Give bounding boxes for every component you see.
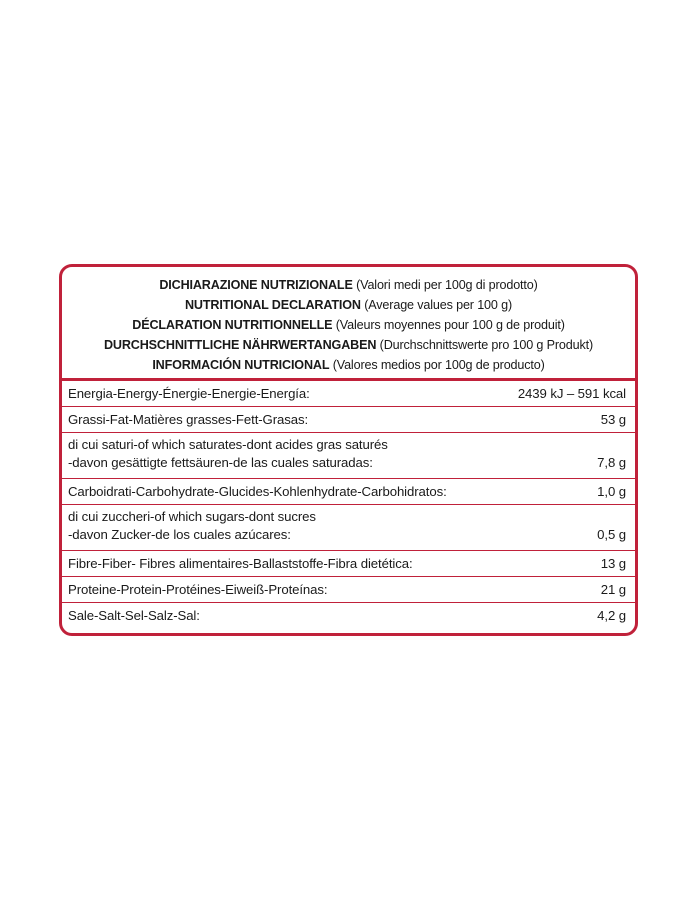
row-label xyxy=(68,551,475,577)
row-label xyxy=(68,577,475,603)
row-value: 4,2 g xyxy=(597,608,626,623)
header-title: NUTRITIONAL DECLARATION xyxy=(184,298,361,312)
row-fibre xyxy=(62,551,635,577)
row-value: 2439 kJ – 591 kcal xyxy=(517,386,626,401)
row-label-line: Sale-Salt-Sel-Salz-Sal: xyxy=(68,608,200,623)
row-sugars xyxy=(62,505,635,551)
row-label-line: Energia-Energy-Énergie-Energie-Energía: xyxy=(68,386,310,401)
header-subtitle: (Valores medios por 100g de producto) xyxy=(329,358,545,372)
row-fat xyxy=(62,407,635,433)
row-label-line: Grassi-Fat-Matières grasses-Fett-Grasas: xyxy=(68,412,309,427)
header-line-english xyxy=(62,295,635,315)
row-value: 13 g xyxy=(600,556,626,571)
header-line-spanish xyxy=(62,355,635,375)
row-label-line: Carboidrati-Carbohydrate-Glucides-Kohlenhydrate-Carbohidratos: xyxy=(68,484,447,499)
header-line-italian xyxy=(62,275,635,295)
row-protein xyxy=(62,577,635,603)
header-line-german xyxy=(62,335,635,355)
row-carbohydrate xyxy=(62,479,635,505)
row-label xyxy=(68,381,475,407)
row-label-line: di cui zuccheri-of which sugars-dont sucres xyxy=(68,509,316,524)
row-label-line: Proteine-Protein-Protéines-Eiweiß-Proteínas: xyxy=(68,582,328,597)
row-label xyxy=(68,436,475,472)
header-title: INFORMACIÓN NUTRICIONAL xyxy=(152,358,330,372)
header-subtitle: (Valori medi per 100g di prodotto) xyxy=(352,278,538,292)
row-energy xyxy=(62,381,635,407)
row-label xyxy=(68,603,475,629)
nutrition-header xyxy=(62,267,635,381)
row-label-line: di cui saturi-of which saturates-dont acides gras saturés xyxy=(68,437,388,452)
row-label-line: -davon gesättigte fettsäuren-de las cuales saturadas: xyxy=(68,455,373,470)
row-label xyxy=(68,407,475,433)
row-value: 53 g xyxy=(600,412,626,427)
header-subtitle: (Valeurs moyennes pour 100 g de produit) xyxy=(332,318,565,332)
row-value: 1,0 g xyxy=(597,484,626,499)
row-saturates xyxy=(62,433,635,479)
row-label xyxy=(68,479,475,505)
row-salt xyxy=(62,603,635,629)
row-label-line: -davon Zucker-de los cuales azúcares: xyxy=(68,527,291,542)
header-subtitle: (Average values per 100 g) xyxy=(360,298,513,312)
row-value: 7,8 g xyxy=(597,455,626,470)
header-title: DURCHSCHNITTLICHE NÄHRWERTANGABEN xyxy=(103,338,377,352)
header-title: DICHIARAZIONE NUTRIZIONALE xyxy=(159,278,353,292)
nutrition-label-panel xyxy=(59,264,638,636)
header-line-french xyxy=(62,315,635,335)
row-value: 0,5 g xyxy=(597,527,626,542)
row-value: 21 g xyxy=(600,582,626,597)
row-label xyxy=(68,508,475,544)
nutrition-table xyxy=(62,381,635,629)
header-title: DÉCLARATION NUTRITIONNELLE xyxy=(132,318,333,332)
row-label-line: Fibre-Fiber- Fibres alimentaires-Ballaststoffe-Fibra dietética: xyxy=(68,556,413,571)
header-subtitle: (Durchschnittswerte pro 100 g Produkt) xyxy=(376,338,594,352)
